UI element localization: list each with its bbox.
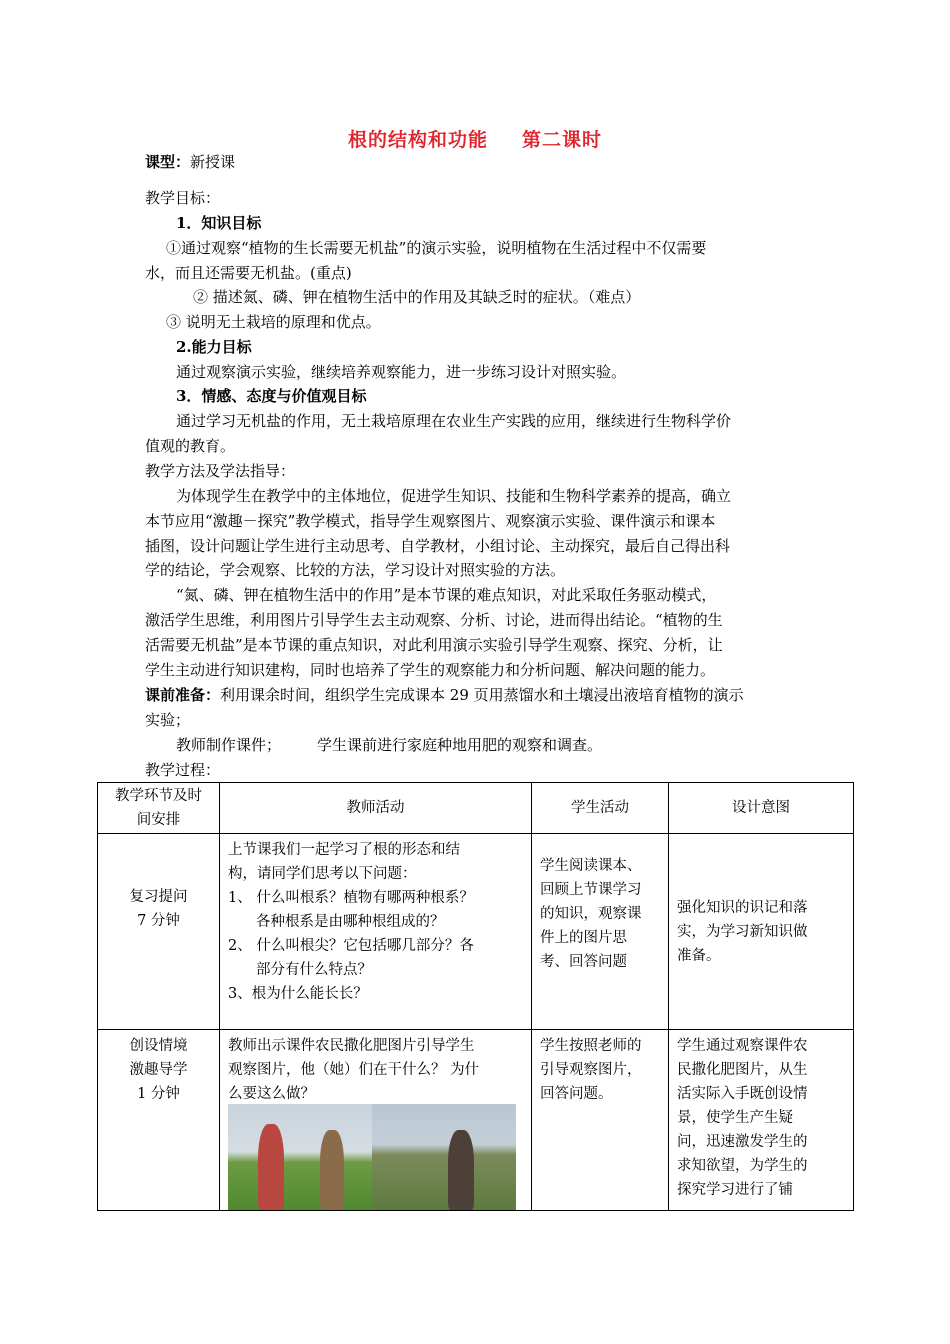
- emotion-text: 通过学习无机盐的作用，无土栽培原理在农业生产实践的应用，继续进行生物科学价: [176, 412, 732, 430]
- knowledge-item-1-cont: 水，而且还需要无机盐。(重点): [145, 264, 352, 282]
- prep-line-3: 教师制作课件； 学生课前进行家庭种地用肥的观察和调查。: [176, 736, 603, 754]
- farmer-spreading-photo: [372, 1104, 516, 1210]
- emotion-heading: 3．情感、态度与价值观目标: [176, 387, 367, 405]
- knowledge-heading: 1．知识目标: [176, 214, 262, 232]
- farmers-fertilizing-photo: [228, 1104, 372, 1210]
- page-title: 根的结构和功能 第二课时: [347, 129, 603, 151]
- method-paragraph-2-line-4: 学生主动进行知识建构，同时也培养了学生的观察能力和分析问题、解决问题的能力。: [145, 661, 716, 679]
- method-paragraph-1-line-1: 为体现学生在教学中的主体地位，促进学生知识、技能和生物科学素养的提高，确立: [176, 487, 732, 505]
- method-paragraph-2-line-2: 激活学生思维，利用图片引导学生去主动观察、分析、讨论，进而得出结论。“植物的生: [145, 611, 723, 629]
- table-row: [98, 834, 854, 1030]
- prep-line-1: 课前准备：利用课余时间，组织学生完成课本 29 页用蒸馏水和土壤浸出液培育植物的演示: [145, 686, 744, 704]
- method-heading: 教学方法及学法指导：: [145, 462, 296, 480]
- method-paragraph-1-line-2: 本节应用“激趣－探究”教学模式，指导学生观察图片、观察演示实验、课件演示和课本: [145, 512, 716, 530]
- row2-teacher: 教师出示课件农民撒化肥图片引导学生 观察图片，他（她）们在干什么？ 为什 么要这么做？: [220, 1030, 532, 1211]
- emotion-text-cont: 值观的教育。: [145, 437, 236, 455]
- row1-student: 学生阅读课本、 回顾上节课学习 的知识，观察课 件上的图片思 考、回答问题: [532, 834, 669, 1030]
- objectives-heading: 教学目标：: [145, 189, 221, 207]
- row1-teacher: 上节课我们一起学习了根的形态和结 构，请同学们思考以下问题： 1、 什么叫根系？植物有哪两种根系？ 各种根系是由哪种根组成的？ 2、 什么叫根尖？它包括哪几部分？各 部分有什么特点？ 3、根为什么能长长？: [220, 834, 532, 1030]
- table-header-row: [98, 783, 854, 834]
- row2-student: 学生按照老师的 引导观察图片， 回答问题。: [532, 1030, 669, 1211]
- header-intent: 设计意图: [669, 783, 854, 834]
- method-paragraph-2-line-1: “氮、磷、钾在植物生活中的作用”是本节课的难点知识，对此采取任务驱动模式，: [176, 586, 717, 604]
- knowledge-item-3: ③ 说明无土栽培的原理和优点。: [166, 313, 381, 331]
- ability-text: 通过观察演示实验，继续培养观察能力，进一步练习设计对照实验。: [176, 363, 627, 381]
- knowledge-item-1: ①通过观察“植物的生长需要无机盐”的演示实验，说明植物在生活过程中不仅需要: [166, 239, 707, 257]
- header-teacher: 教师活动: [220, 783, 532, 834]
- table-row: [98, 1030, 854, 1211]
- knowledge-item-2: ② 描述氮、磷、钾在植物生活中的作用及其缺乏时的症状。（难点）: [193, 288, 641, 306]
- method-paragraph-1-line-4: 学的结论，学会观察、比较的方法，学习设计对照实验的方法。: [145, 561, 566, 579]
- method-paragraph-1-line-3: 插图，设计问题让学生进行主动思考、自学教材，小组讨论、主动探究，最后自己得出科: [145, 537, 731, 555]
- ability-heading: 2.能力目标: [176, 338, 252, 356]
- row2-intent: 学生通过观察课件农 民撒化肥图片，从生 活实际入手既创设情 景，使学生产生疑 问，迅速激发学生的 求知欲望，为学生的 探究学习进行了铺: [669, 1030, 854, 1211]
- row1-intent: 强化知识的识记和落 实，为学习新知识做 准备。: [669, 834, 854, 1030]
- row1-stage: 复习提问 7 分钟: [98, 834, 220, 1030]
- header-student: 学生活动: [532, 783, 669, 834]
- process-table: [97, 782, 854, 1211]
- header-stage: 教学环节及时 间安排: [98, 783, 220, 834]
- farmer-photos: [228, 1104, 531, 1210]
- row2-stage: 创设情境 激趣导学 1 分钟: [98, 1030, 220, 1211]
- prep-line-2: 实验；: [145, 711, 191, 729]
- method-paragraph-2-line-3: 活需要无机盐”是本节课的重点知识，对此利用演示实验引导学生观察、探究、分析，让: [145, 636, 723, 654]
- lesson-type: 课型：新授课: [145, 153, 236, 171]
- process-heading: 教学过程：: [145, 761, 221, 779]
